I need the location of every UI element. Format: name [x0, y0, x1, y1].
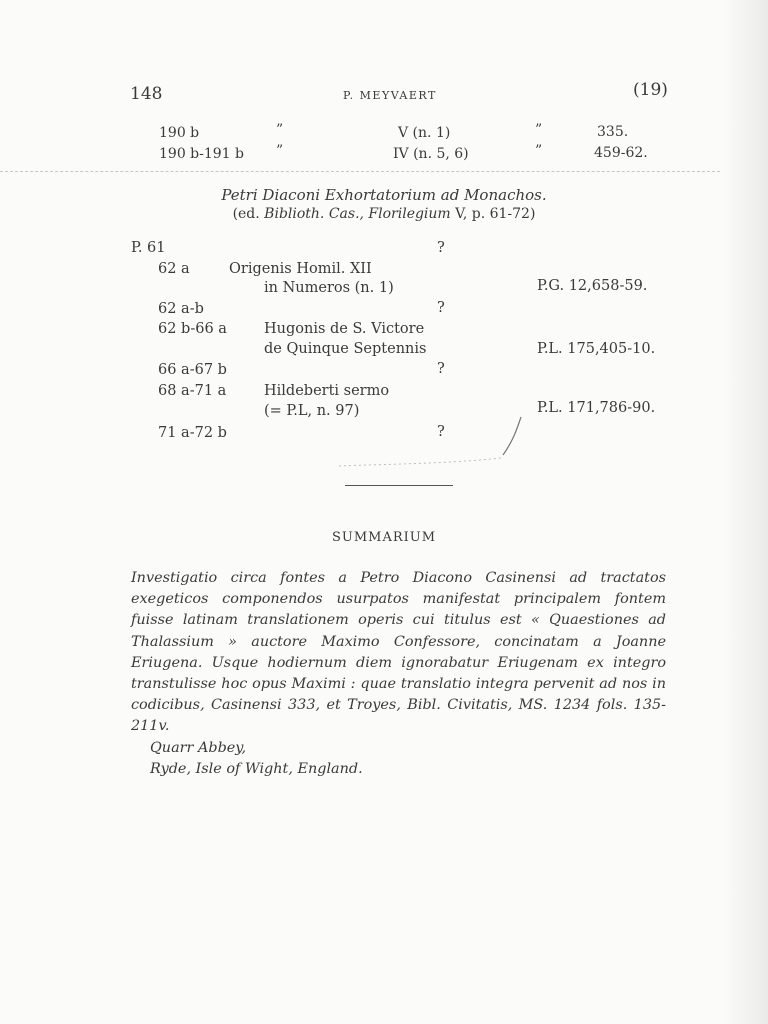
- source-folio: 62 a: [158, 261, 190, 277]
- top-row-ref: IV (n. 5, 6): [393, 146, 469, 162]
- section-title: Petri Diaconi Exhortatorium ad Monachos.: [221, 186, 547, 204]
- address-line: Quarr Abbey,: [150, 740, 247, 756]
- section-number: (19): [633, 80, 668, 100]
- top-row-ditto: ”: [276, 143, 284, 159]
- page-number: 148: [130, 84, 163, 104]
- source-unknown-mark: ?: [437, 300, 445, 316]
- summarium-heading: SUMMARIUM: [331, 530, 437, 545]
- source-title-cont: de Quinque Septennis: [264, 341, 427, 357]
- edition-suffix: V, p. 61-72): [450, 206, 536, 222]
- source-title-cont: in Numeros (n. 1): [264, 280, 394, 296]
- source-folio: 62 b-66 a: [158, 321, 227, 337]
- scan-shadow-edge: [722, 0, 768, 1024]
- source-reference: P.L. 175,405-10.: [537, 341, 656, 357]
- source-folio: P. 61: [131, 240, 166, 256]
- source-reference: P.G. 12,658-59.: [537, 278, 648, 294]
- top-row-folio: 190 b: [159, 125, 200, 141]
- source-unknown-mark: ?: [437, 361, 445, 377]
- source-reference: P.L. 171,786-90.: [537, 400, 656, 416]
- section-edition: [0, 206, 768, 222]
- source-folio: 68 a-71 a: [158, 383, 227, 399]
- scan-fold-line: [0, 171, 720, 172]
- source-unknown-mark: ?: [437, 424, 445, 440]
- top-row-pages: 459-62.: [594, 145, 648, 161]
- edition-prefix: (ed.: [232, 206, 265, 222]
- top-row-pages: 335.: [597, 124, 629, 140]
- source-title: Origenis Homil. XII: [229, 261, 372, 277]
- top-row-ditto: ”: [276, 122, 284, 138]
- top-row-folio: 190 b-191 b: [159, 146, 244, 162]
- top-row-ditto: ”: [535, 143, 543, 159]
- top-row-ref: V (n. 1): [398, 125, 451, 141]
- source-title: Hildeberti sermo: [264, 383, 390, 399]
- address-line: Ryde, Isle of Wight, England.: [150, 761, 363, 777]
- source-folio: 66 a-67 b: [158, 362, 227, 378]
- top-row-ditto: ”: [535, 122, 543, 138]
- running-head-author: P. MEYVAERT: [343, 89, 437, 102]
- summarium-text: Investigatio circa fontes a Petro Diacono Casinensi ad tractatos exegeticos componendos usurpatos manifestat principalem fontem fuisse latinam translationem operis cui titulus est « Quaestiones ad Thalassium » auctore Maximo Confessore, concinatam a Joanne Eriugena. Usque hodiernum diem ignorabatur Eriugenam ex integro transtulisse hoc opus Maximi : quae translatio integra pervenit ad nos in codicibus, Casinensi 333, et Troyes, Bibl. Civitatis, MS. 1234 fols. 135-211v.: [131, 570, 666, 735]
- pencil-smudge-icon: [335, 452, 505, 472]
- source-title: Hugonis de S. Victore: [264, 321, 425, 337]
- source-folio: 71 a-72 b: [158, 425, 227, 441]
- source-unknown-mark: ?: [437, 240, 445, 256]
- source-folio: 62 a-b: [158, 301, 204, 317]
- edition-title: Biblioth. Cas., Florilegium: [264, 206, 451, 222]
- section-divider: [345, 485, 453, 486]
- source-title-cont: (= P.L, n. 97): [264, 403, 360, 419]
